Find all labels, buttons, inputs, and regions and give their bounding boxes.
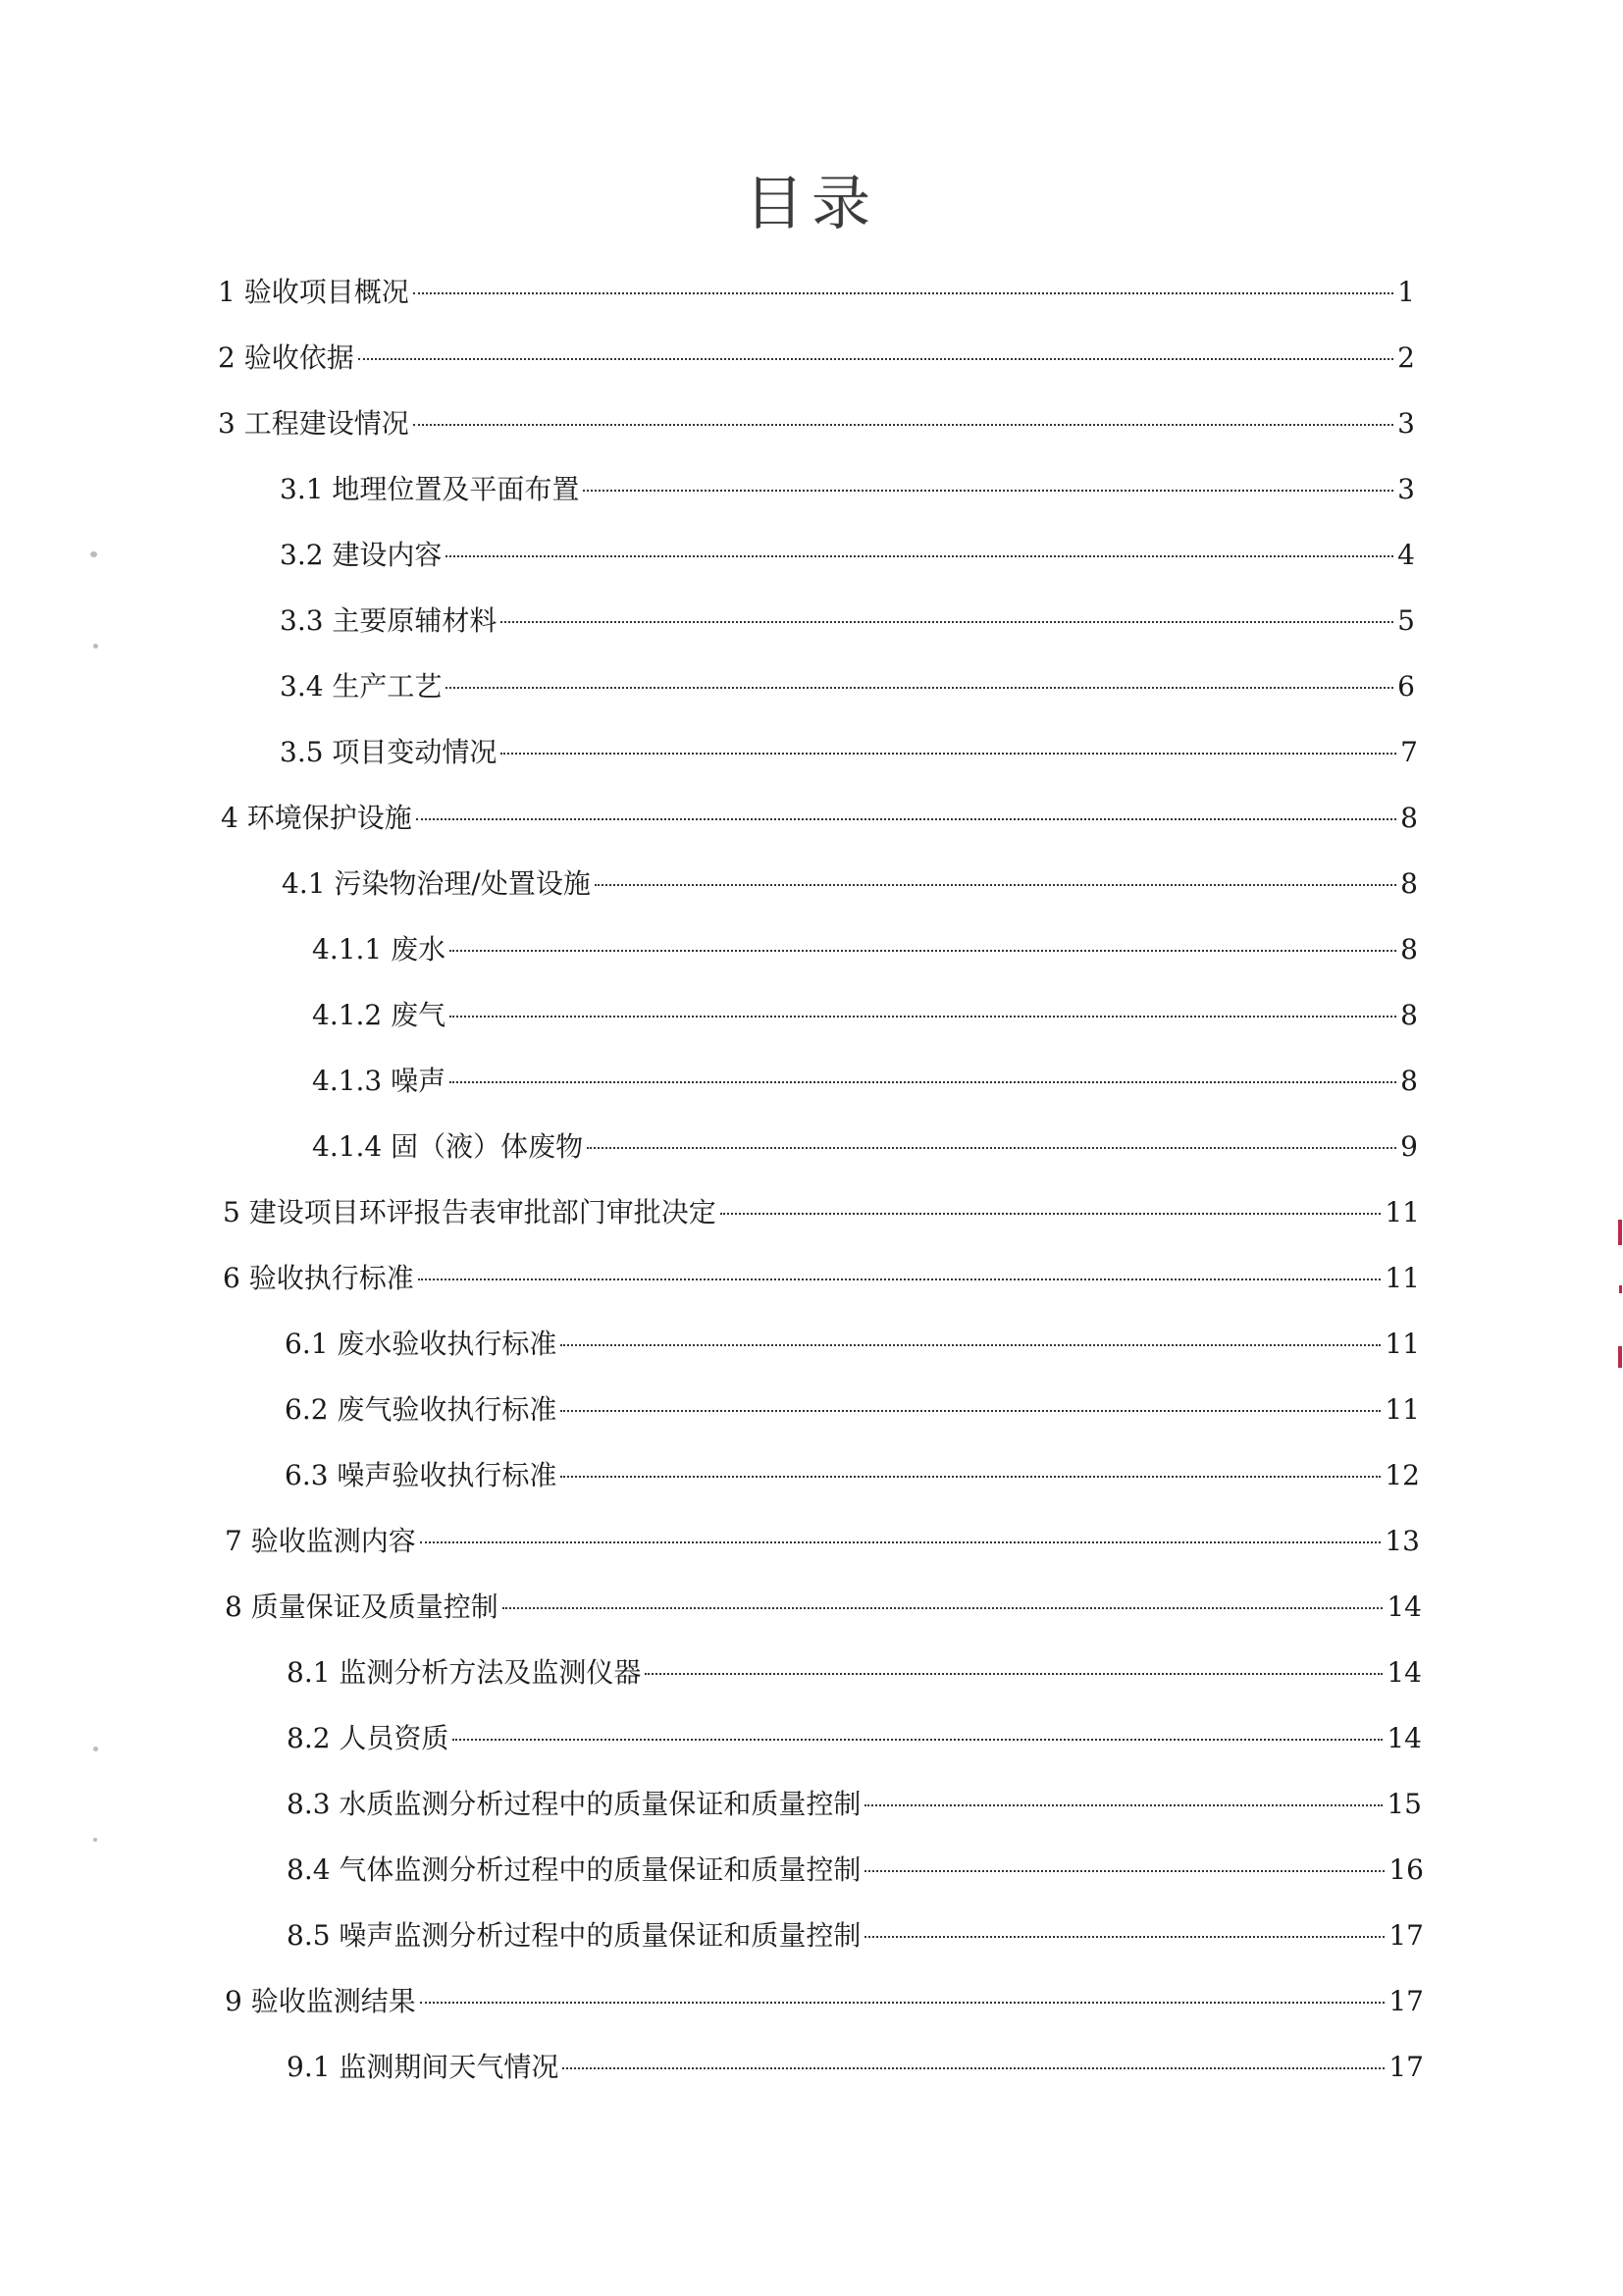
dot-leader <box>358 358 1393 360</box>
dot-leader <box>420 1541 1382 1543</box>
page-edge-mark <box>1618 1220 1622 1245</box>
toc-entry[interactable] <box>287 1653 1422 1693</box>
dot-leader <box>583 490 1393 492</box>
toc-entry[interactable] <box>225 1522 1420 1561</box>
toc-entry-label: 1 验收项目概况 <box>218 276 409 308</box>
toc-entry-label: 8.5 噪声监测分析过程中的质量保证和质量控制 <box>287 1919 862 1952</box>
toc-entry[interactable] <box>218 339 1415 378</box>
toc-entry[interactable] <box>312 1062 1418 1101</box>
toc-entry-page: 11 <box>1385 1328 1420 1360</box>
dot-leader <box>864 1936 1385 1938</box>
toc-entry[interactable] <box>282 864 1418 904</box>
dot-leader <box>502 1607 1384 1609</box>
toc-entry[interactable] <box>223 1259 1420 1298</box>
dot-leader <box>500 621 1393 623</box>
dot-leader <box>418 1278 1382 1280</box>
toc-entry-label: 3.5 项目变动情况 <box>280 736 497 768</box>
toc-entry-label: 6.1 废水验收执行标准 <box>285 1328 557 1360</box>
toc-entry-label: 4.1.1 废水 <box>312 933 446 965</box>
scan-speck <box>93 1747 98 1751</box>
toc-entry[interactable] <box>287 2048 1424 2087</box>
toc-entry[interactable] <box>280 470 1415 509</box>
toc-entry-label: 3.3 主要原辅材料 <box>280 604 497 637</box>
page-title: 目录 <box>745 170 878 238</box>
toc-entry-page: 17 <box>1388 1985 1424 2017</box>
toc-entry-page: 3 <box>1397 473 1415 505</box>
dot-leader <box>595 884 1396 886</box>
dot-leader <box>645 1673 1383 1675</box>
dot-leader <box>562 2067 1385 2069</box>
toc-entry-label: 4.1.2 废气 <box>312 999 446 1031</box>
toc-entry-page: 3 <box>1397 407 1415 440</box>
dot-leader <box>445 687 1393 689</box>
toc-entry-label: 5 建设项目环评报告表审批部门审批决定 <box>223 1196 716 1228</box>
dot-leader <box>413 292 1393 294</box>
toc-entry[interactable] <box>285 1390 1420 1430</box>
page-edge-mark <box>1619 1285 1622 1293</box>
toc-entry-label: 4.1.4 固（液）体废物 <box>312 1130 584 1163</box>
toc-entry-page: 12 <box>1385 1459 1420 1491</box>
toc-entry-label: 8.1 监测分析方法及监测仪器 <box>287 1656 642 1689</box>
toc-entry-label: 8.2 人员资质 <box>287 1722 449 1754</box>
toc-entry-label: 6.3 噪声验收执行标准 <box>285 1459 557 1491</box>
dot-leader <box>560 1476 1381 1478</box>
toc-entry[interactable] <box>225 1982 1424 2021</box>
toc-entry-page: 1 <box>1397 276 1415 308</box>
toc-entry-page: 14 <box>1387 1591 1422 1623</box>
toc-entry-label: 8.3 水质监测分析过程中的质量保证和质量控制 <box>287 1788 862 1820</box>
toc-entry-label: 4.1.3 噪声 <box>312 1065 446 1097</box>
toc-entry-page: 11 <box>1385 1393 1420 1426</box>
toc-entry-page: 8 <box>1400 867 1418 900</box>
toc-entry-label: 6.2 废气验收执行标准 <box>285 1393 557 1426</box>
dot-leader <box>449 950 1396 952</box>
toc-entry-label: 6 验收执行标准 <box>223 1262 414 1294</box>
toc-entry-page: 15 <box>1387 1788 1422 1820</box>
toc-entry[interactable] <box>312 1127 1418 1167</box>
toc-entry[interactable] <box>312 930 1418 969</box>
dot-leader <box>420 2002 1386 2004</box>
toc-entry-page: 9 <box>1400 1130 1418 1163</box>
dot-leader <box>500 753 1396 755</box>
toc-entry[interactable] <box>218 404 1415 444</box>
dot-leader <box>864 1804 1383 1806</box>
dot-leader <box>452 1739 1383 1741</box>
toc-entry-page: 6 <box>1397 670 1415 703</box>
toc-entry[interactable] <box>287 1785 1422 1824</box>
toc-entry-label: 2 验收依据 <box>218 341 354 374</box>
toc-entry[interactable] <box>223 1193 1420 1232</box>
toc-entry-page: 14 <box>1387 1722 1422 1754</box>
toc-entry[interactable] <box>287 1719 1422 1758</box>
toc-entry-page: 16 <box>1388 1853 1424 1886</box>
dot-leader <box>560 1344 1381 1346</box>
toc-entry[interactable] <box>218 273 1415 312</box>
dot-leader <box>445 555 1393 557</box>
toc-entry-label: 3 工程建设情况 <box>218 407 409 440</box>
dot-leader <box>413 424 1393 426</box>
toc-entry-label: 4 环境保护设施 <box>221 802 412 834</box>
toc-entry-page: 11 <box>1385 1196 1420 1228</box>
toc-entry-page: 11 <box>1385 1262 1420 1294</box>
toc-entry-label: 8.4 气体监测分析过程中的质量保证和质量控制 <box>287 1853 862 1886</box>
toc-entry[interactable] <box>287 1916 1424 1956</box>
toc-entry-label: 4.1 污染物治理/处置设施 <box>282 867 591 900</box>
dot-leader <box>449 1081 1396 1083</box>
toc-entry-label: 8 质量保证及质量控制 <box>225 1591 498 1623</box>
toc-entry[interactable] <box>285 1325 1420 1364</box>
toc-entry-label: 9.1 监测期间天气情况 <box>287 2051 559 2083</box>
toc-entry-page: 5 <box>1397 604 1415 637</box>
toc-entry[interactable] <box>280 733 1418 772</box>
toc-entry-page: 8 <box>1400 1065 1418 1097</box>
toc-entry-page: 8 <box>1400 802 1418 834</box>
toc-entry-page: 4 <box>1397 539 1415 571</box>
toc-entry-label: 9 验收监测结果 <box>225 1985 416 2017</box>
scan-speck <box>90 551 97 557</box>
page-edge-mark <box>1618 1346 1622 1368</box>
toc-entry[interactable] <box>280 536 1415 575</box>
toc-entry[interactable] <box>280 667 1415 706</box>
toc-entry-page: 8 <box>1400 999 1418 1031</box>
toc-entry-page: 2 <box>1397 341 1415 374</box>
scan-speck <box>93 1838 97 1842</box>
dot-leader <box>560 1410 1381 1412</box>
toc-entry-page: 7 <box>1400 736 1418 768</box>
dot-leader <box>587 1147 1396 1149</box>
scan-speck <box>93 644 98 649</box>
toc-entry-page: 8 <box>1400 933 1418 965</box>
toc-entry-page: 17 <box>1388 1919 1424 1952</box>
dot-leader <box>720 1213 1382 1215</box>
toc-entry[interactable] <box>221 799 1418 838</box>
toc-entry-label: 3.1 地理位置及平面布置 <box>280 473 580 505</box>
toc-entry[interactable] <box>225 1588 1422 1627</box>
dot-leader <box>416 818 1396 820</box>
toc-entry[interactable] <box>287 1851 1424 1890</box>
toc-entry[interactable] <box>280 601 1415 641</box>
dot-leader <box>864 1870 1385 1872</box>
toc-entry-page: 14 <box>1387 1656 1422 1689</box>
toc-entry-label: 3.4 生产工艺 <box>280 670 443 703</box>
toc-entry-label: 7 验收监测内容 <box>225 1525 416 1557</box>
toc-entry[interactable] <box>285 1456 1420 1495</box>
toc-entry-page: 13 <box>1385 1525 1420 1557</box>
toc-entry-page: 17 <box>1388 2051 1424 2083</box>
dot-leader <box>449 1016 1396 1018</box>
toc-entry-label: 3.2 建设内容 <box>280 539 443 571</box>
toc-entry[interactable] <box>312 996 1418 1035</box>
